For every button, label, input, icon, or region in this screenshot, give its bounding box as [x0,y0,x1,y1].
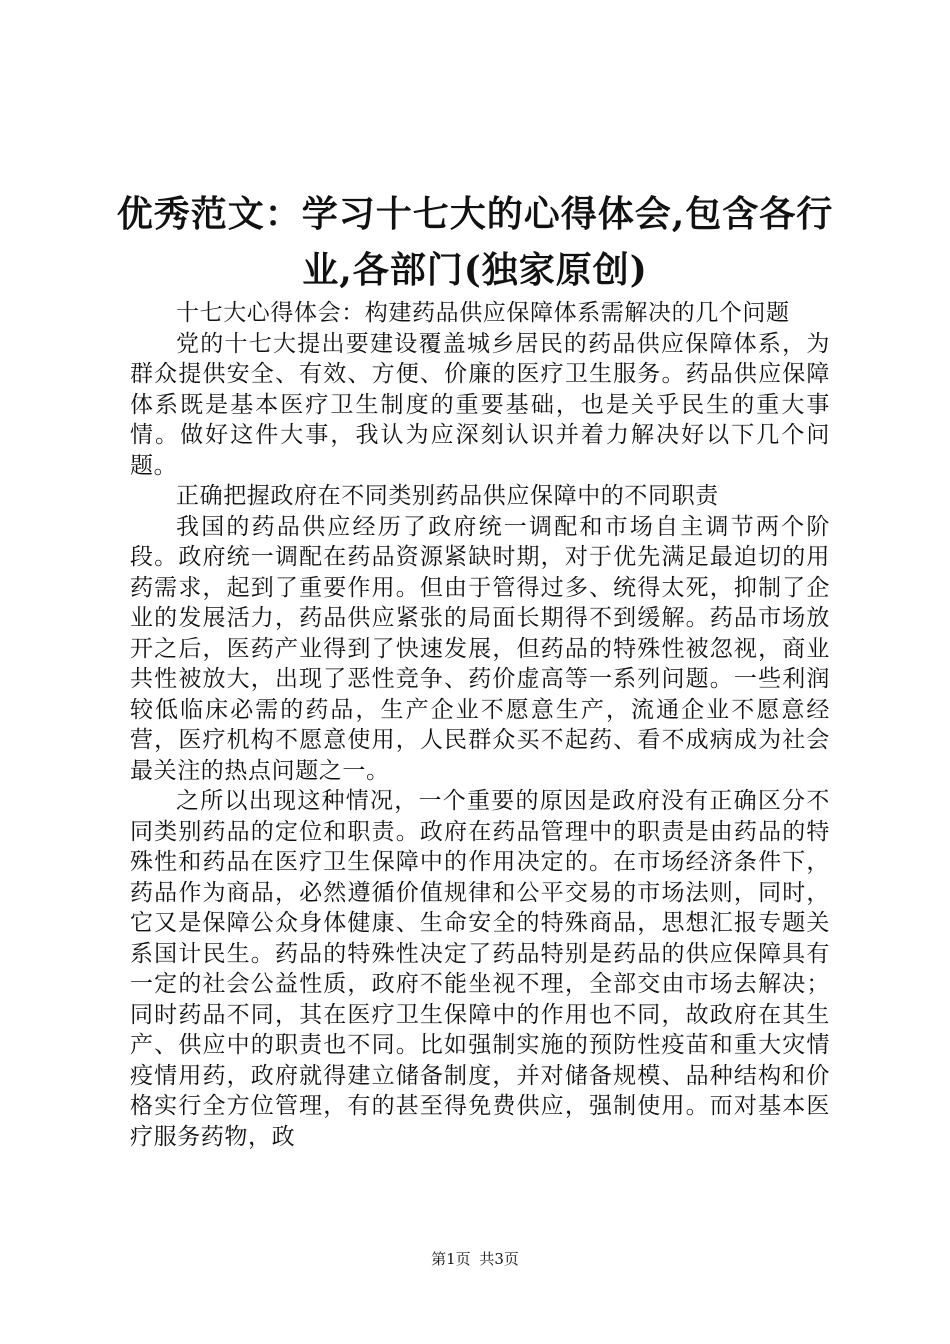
paragraph: 之所以出现这种情况，一个重要的原因是政府没有正确区分不同类别药品的定位和职责。政府在药品管理中的职责是由药品的特殊性和药品在医疗卫生保障中的作用决定的。在市场经济条件下，药品作为商品，必然遵循价值规律和公平交易的市场法则，同时，它又是保障公众身体健康、生命安全的特殊商品，思想汇报专题关系国计民生。药品的特殊性决定了药品特别是药品的供应保障具有一定的社会公益性质，政府不能坐视不理，全部交由市场去解决；同时药品不同，其在医疗卫生保障中的作用也不同，故政府在其生产、供应中的职责也不同。比如强制实施的预防性疫苗和重大灾情疫情用药，政府就得建立储备制度，并对储备规模、品种结构和价格实行全方位管理，有的甚至得免费供应，强制使用。而对基本医疗服务药物，政 [130,788,830,1150]
page-number: 第1页 [431,1250,471,1268]
page-footer [0,1249,950,1269]
document-body [130,298,830,1152]
paragraph: 我国的药品供应经历了政府统一调配和市场自主调节两个阶段。政府统一调配在药品资源紧缺时期，对于优先满足最迫切的用药需求，起到了重要作用。但由于管得过多、统得太死，抑制了企业的发展活力，药品供应紧张的局面长期得不到缓解。药品市场放开之后，医药产业得到了快速发展，但药品的特殊性被忽视，商业共性被放大，出现了恶性竞争、药价虚高等一系列问题。一些利润较低临床必需的药品，生产企业不愿意生产，流通企业不愿意经营，医疗机构不愿意使用，人民群众买不起药、看不成病成为社会最关注的热点问题之一。 [130,513,830,784]
page-total: 共3页 [479,1250,519,1268]
paragraph-subtitle: 十七大心得体会：构建药品供应保障体系需解决的几个问题 [176,300,790,326]
paragraph: 党的十七大提出要建设覆盖城乡居民的药品供应保障体系，为群众提供安全、有效、方便、价廉的医疗卫生服务。药品供应保障体系既是基本医疗卫生制度的重要基础，也是关乎民生的重大事情。做好这件大事，我认为应深刻认识并着力解决好以下几个问题。 [130,330,830,479]
document-title: 优秀范文：学习十七大的心得体会,包含各行业,各部门(独家原创) [116,193,834,291]
section-heading: 正确把握政府在不同类别药品供应保障中的不同职责 [176,483,719,509]
